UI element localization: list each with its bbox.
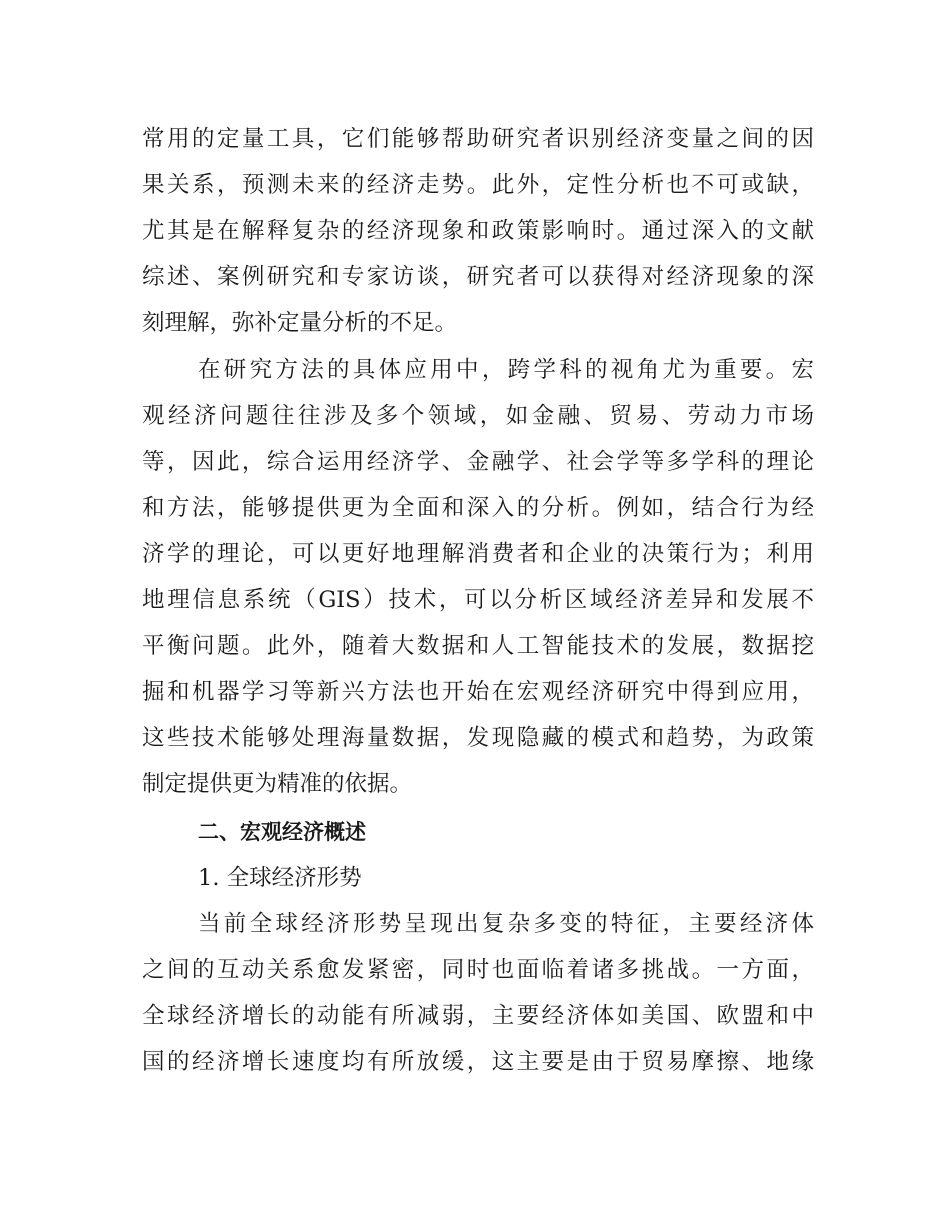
paragraph-line: 地理信息系统（GIS）技术，可以分析区域经济差异和发展不	[142, 587, 814, 613]
paragraph-line: 和方法，能够提供更为全面和深入的分析。例如，结合行为经	[142, 495, 814, 521]
paragraph-line: 掘和机器学习等新兴方法也开始在宏观经济研究中得到应用，	[142, 679, 814, 705]
paragraph-line: 常用的定量工具，它们能够帮助研究者识别经济变量之间的因	[142, 126, 814, 152]
paragraph-line: 之间的互动关系愈发紧密，同时也面临着诸多挑战。一方面，	[142, 957, 814, 983]
paragraph-line: 这些技术能够处理海量数据，发现隐藏的模式和趋势，为政策	[142, 725, 814, 751]
paragraph-line: 全球经济增长的动能有所减弱，主要经济体如美国、欧盟和中	[142, 1003, 814, 1029]
paragraph-line: 观经济问题往往涉及多个领域，如金融、贸易、劳动力市场	[142, 403, 814, 429]
paragraph-line: 国的经济增长速度均有所放缓，这主要是由于贸易摩擦、地缘	[142, 1049, 814, 1075]
paragraph-line: 等，因此，综合运用经济学、金融学、社会学等多学科的理论	[142, 449, 814, 475]
paragraph-line: 当前全球经济形势呈现出复杂多变的特征，主要经济体	[198, 911, 814, 937]
paragraph-line: 平衡问题。此外，随着大数据和人工智能技术的发展，数据挖	[142, 633, 814, 659]
paragraph-line: 果关系，预测未来的经济走势。此外，定性分析也不可或缺，	[142, 172, 814, 198]
paragraph-line: 刻理解，弥补定量分析的不足。	[142, 310, 458, 336]
paragraph-line: 在研究方法的具体应用中，跨学科的视角尤为重要。宏	[198, 357, 814, 383]
paragraph-line: 综述、案例研究和专家访谈，研究者可以获得对经济现象的深	[142, 264, 814, 290]
paragraph-line: 尤其是在解释复杂的经济现象和政策影响时。通过深入的文献	[142, 218, 814, 244]
subsection-heading: 1. 全球经济形势	[198, 865, 362, 891]
paragraph-line: 制定提供更为精准的依据。	[142, 771, 413, 797]
section-heading: 二、宏观经济概述	[198, 820, 366, 844]
paragraph-line: 济学的理论，可以更好地理解消费者和企业的决策行为；利用	[142, 541, 814, 567]
